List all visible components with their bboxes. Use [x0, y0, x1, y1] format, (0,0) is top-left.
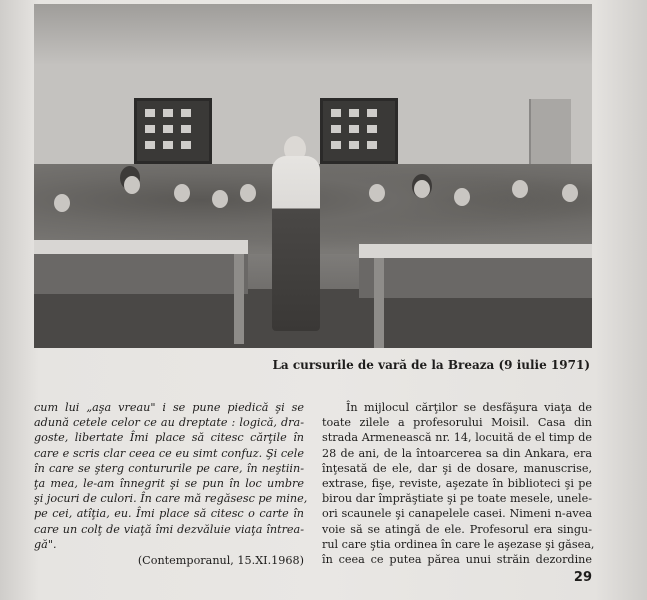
- right-text-line: birou dar împrăştiate şi pe toate mesele, unele-: [322, 492, 592, 506]
- photo-desk-left: [34, 240, 248, 254]
- right-text-line: extrase, fişe, reviste, aşezate în biblioteci şi pe: [322, 476, 592, 490]
- left-text-line: în care se şterg contururile pe care, în neştiin-: [34, 461, 304, 475]
- right-text-line: În mijlocul cărţilor se desfăşura viaţa de: [346, 401, 592, 414]
- right-text-line: în ceea ce putea părea unui străin dezordine: [322, 552, 592, 566]
- right-text-line: toate zilele a profesorului Moisil. Casa din: [322, 416, 592, 430]
- photo-ceiling: [34, 4, 592, 64]
- photo-desk-right: [359, 244, 592, 258]
- right-text-line: înţesată de ele, dar şi de dosare, manuscrise,: [322, 461, 592, 475]
- left-text-line: care e scris clar ceea ce eu simt confuz. Şi cele: [34, 446, 304, 460]
- photo-caption: La cursurile de vară de la Breaza (9 iulie 1971): [272, 358, 590, 372]
- quote-source: (Contemporanul, 15.XI.1968): [137, 554, 304, 567]
- photo-professor: [272, 156, 320, 331]
- photo-display-board-right: [320, 98, 398, 164]
- left-text-line: ţa mea, le-am înnegrit şi se pun în loc umbre: [34, 476, 304, 490]
- photo-display-board-left: [134, 98, 212, 164]
- right-column-text: [322, 400, 595, 567]
- right-text-line: rul care ştia ordinea în care le aşezase şi găsea,: [322, 537, 595, 551]
- right-text-line: voie să se atingă de ele. Profesorul era singu-: [322, 522, 592, 536]
- classroom-photo: [34, 4, 592, 348]
- left-text-line: şi jocuri de culori. În care mă regăsesc pe mine,: [34, 492, 308, 506]
- left-text-line: cum lui „aşa vreau" i se pune piedică şi se: [34, 401, 304, 414]
- left-text-line: care un colţ de viaţă îmi dezvăluie viaţa întrea-: [34, 522, 304, 536]
- left-text-line: goste, libertate Îmi place să citesc cărţile în: [34, 431, 304, 445]
- left-text-line: pe cei, atîţia, eu. Îmi place să citesc o carte în: [34, 507, 304, 521]
- left-column-quote: [34, 400, 308, 552]
- right-text-line: 28 de ani, de la întoarcerea sa din Ankara, era: [322, 446, 592, 460]
- left-text-line: gă".: [34, 537, 57, 551]
- page-number: 29: [573, 570, 592, 585]
- left-text-line: adună cetele celor ce au dreptate : logică, dra-: [34, 416, 304, 430]
- right-text-line: ori scaunele şi canapelele casei. Nimeni n-avea: [322, 507, 592, 521]
- right-text-line: strada Armenească nr. 14, locuită de el timp de: [322, 431, 592, 445]
